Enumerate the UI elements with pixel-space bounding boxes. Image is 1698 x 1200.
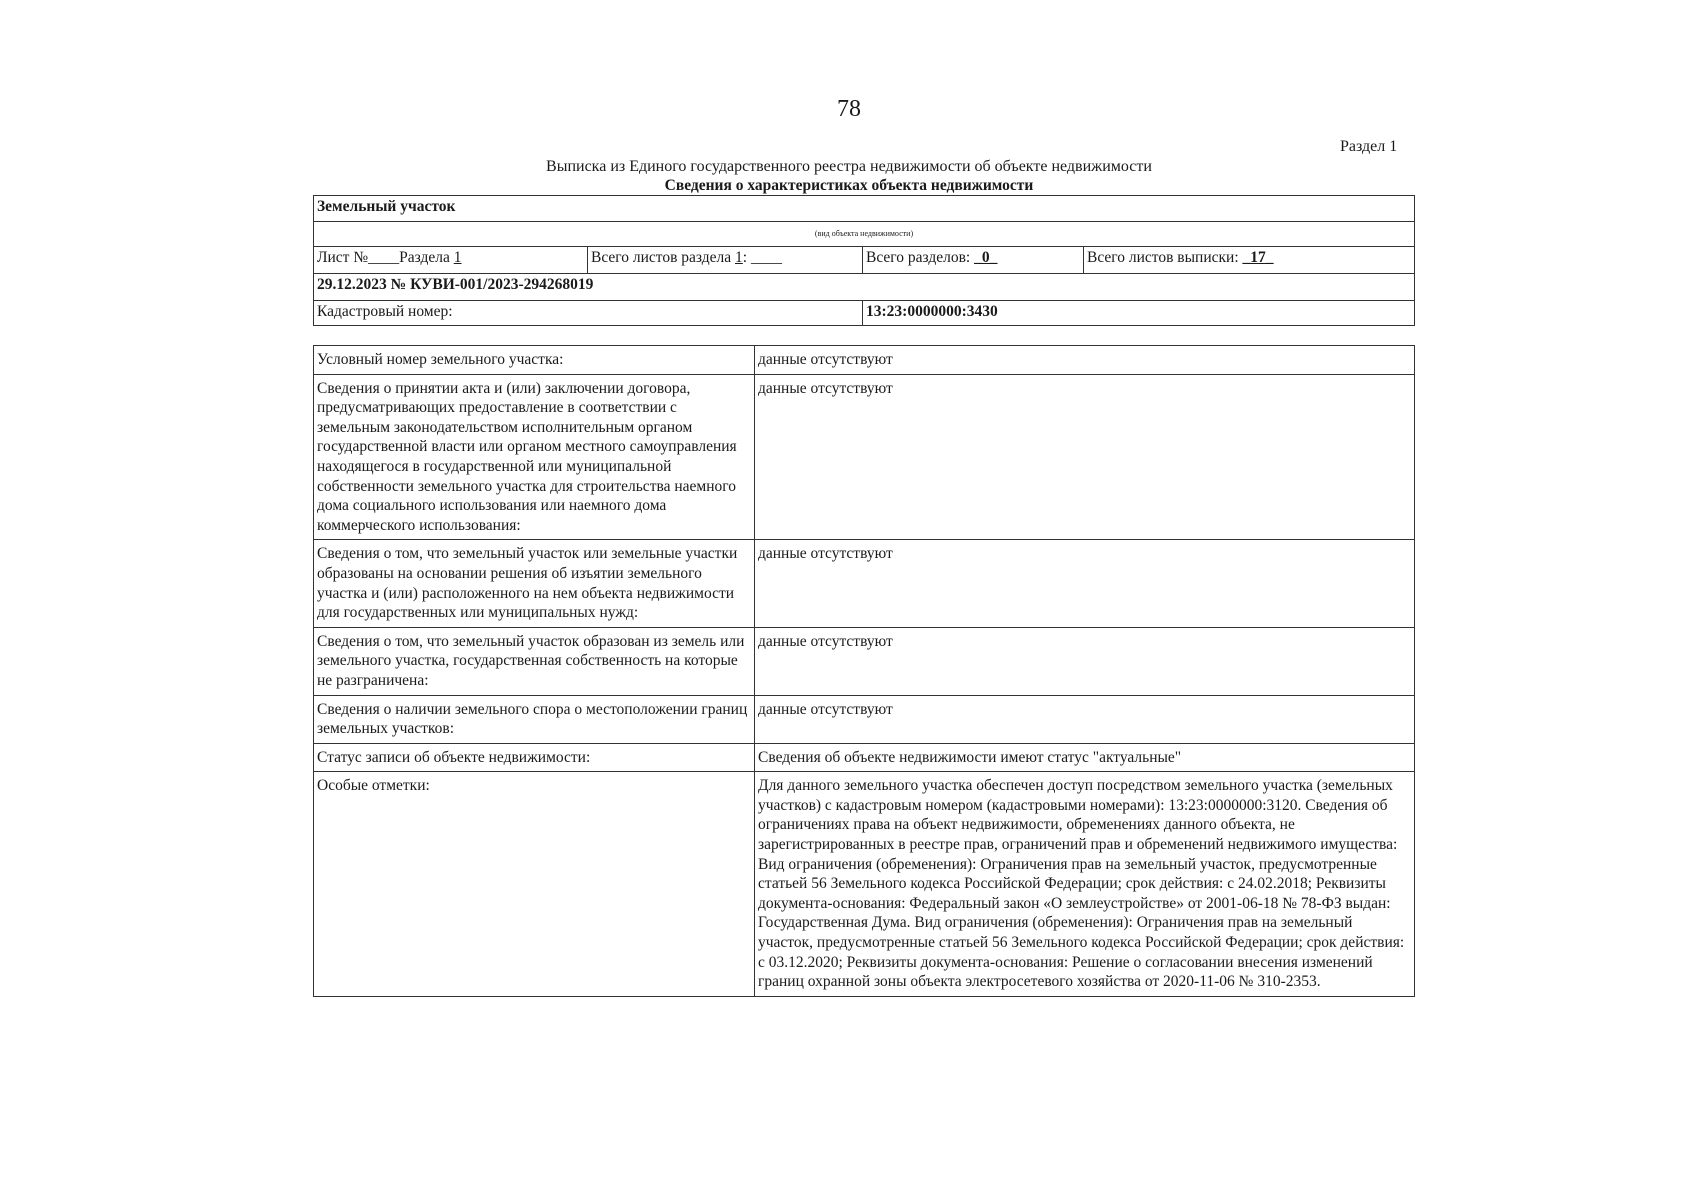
total-sections-value: _0_	[974, 249, 998, 266]
extract-header-table	[313, 195, 1415, 326]
cadastral-value: 13:23:0000000:3430	[863, 301, 1415, 326]
row-label: Сведения о том, что земельный участок или земельные участки образованы на основании решения об изъятии земельного участка и (или) расположенного на нем объекта недвижимости для государственных или муниципальных нужд:	[314, 540, 755, 627]
total-sheets-extract-label: Всего листов выписки:	[1087, 249, 1243, 266]
object-type-caption: (вид объекта недвижимости)	[314, 222, 1415, 247]
row-label: Условный номер земельного участка:	[314, 346, 755, 375]
total-sheets-section-label: Всего листов раздела	[591, 249, 736, 266]
table-row	[314, 374, 1415, 540]
document-subtitle: Сведения о характеристиках объекта недвижимости	[664, 177, 1034, 194]
row-value: Сведения об объекте недвижимости имеют статус "актуальные"	[755, 743, 1415, 772]
document-title: Выписка из Единого государственного реестра недвижимости об объекте недвижимости	[546, 158, 1152, 175]
total-sheets-section-suffix: : ____	[742, 249, 782, 266]
row-label: Статус записи об объекте недвижимости:	[314, 743, 755, 772]
object-type: Земельный участок	[314, 196, 1415, 222]
row-value: данные отсутствуют	[755, 540, 1415, 627]
section-label: Раздел 1	[1340, 138, 1398, 155]
row-value: Для данного земельного участка обеспечен доступ посредством земельного участка (земельных участков) с кадастровым номером (кадастровыми номерами): 13:23:0000000:3120. Сведения об ограничениях права на объект недвижимости, обременениях данного объекта, не зарегистрированных в реестре прав, ограничений прав и обременений недвижимого имущества: Вид ограничения (обременения): Ограничения прав на земельный участок, предусмотренные статьей 56 Земельного кодекса Российской Федерации; срок действия: с 24.02.2018; Реквизиты документа-основания: Федеральный закон «О землеустройстве» от 2001-06-18 № 78-ФЗ выдан: Государственная Дума. Вид ограничения (обременения): Ограничения прав на земельный участок, предусмотренные статьей 56 Земельного кодекса Российской Федерации; срок действия: с 03.12.2020; Реквизиты документа-основания: Решение о согласовании внесения изменений границ охранной зоны объекта электросетевого хозяйства от 2020-11-06 № 310-2353.	[755, 772, 1415, 997]
table-row	[314, 346, 1415, 375]
total-sheets-extract-cell	[1084, 247, 1415, 274]
row-label: Сведения о том, что земельный участок образован из земель или земельного участка, государственная собственность на которые не разграничена:	[314, 627, 755, 695]
total-sheets-extract-value: _17_	[1242, 249, 1274, 266]
sheet-number-cell	[314, 247, 588, 274]
total-sheets-section-value: 1	[735, 249, 743, 266]
sheet-number-section: 1	[453, 249, 462, 266]
characteristics-table	[313, 345, 1415, 997]
row-value: данные отсутствуют	[755, 627, 1415, 695]
row-label: Особые отметки:	[314, 772, 755, 997]
row-value: данные отсутствуют	[755, 695, 1415, 743]
object-type-caption-row	[314, 222, 1415, 247]
row-value: данные отсутствуют	[755, 374, 1415, 540]
cadastral-row	[314, 301, 1415, 326]
table-row	[314, 540, 1415, 627]
total-sections-label: Всего разделов:	[866, 249, 975, 266]
date-number-row	[314, 274, 1415, 301]
row-label: Сведения о наличии земельного спора о местоположении границ земельных участков:	[314, 695, 755, 743]
total-sections-cell	[863, 247, 1084, 274]
page-number: 78	[837, 96, 861, 122]
sheet-number-label: Лист №____Раздела	[317, 249, 454, 266]
row-value: данные отсутствуют	[755, 346, 1415, 375]
table-row	[314, 772, 1415, 997]
date-number: 29.12.2023 № КУВИ-001/2023-294268019	[314, 274, 1415, 301]
sheets-row	[314, 247, 1415, 274]
object-type-row	[314, 196, 1415, 222]
table-row	[314, 695, 1415, 743]
cadastral-label: Кадастровый номер:	[314, 301, 863, 326]
row-label: Сведения о принятии акта и (или) заключении договора, предусматривающих предоставление в соответствии с земельным законодательством исполнительным органом государственной власти или органом местного самоуправления находящегося в государственной или муниципальной собственности земельного участка для строительства наемного дома социального использования или наемного дома коммерческого использования:	[314, 374, 755, 540]
table-row	[314, 743, 1415, 772]
table-row	[314, 627, 1415, 695]
total-sheets-section-cell	[588, 247, 863, 274]
